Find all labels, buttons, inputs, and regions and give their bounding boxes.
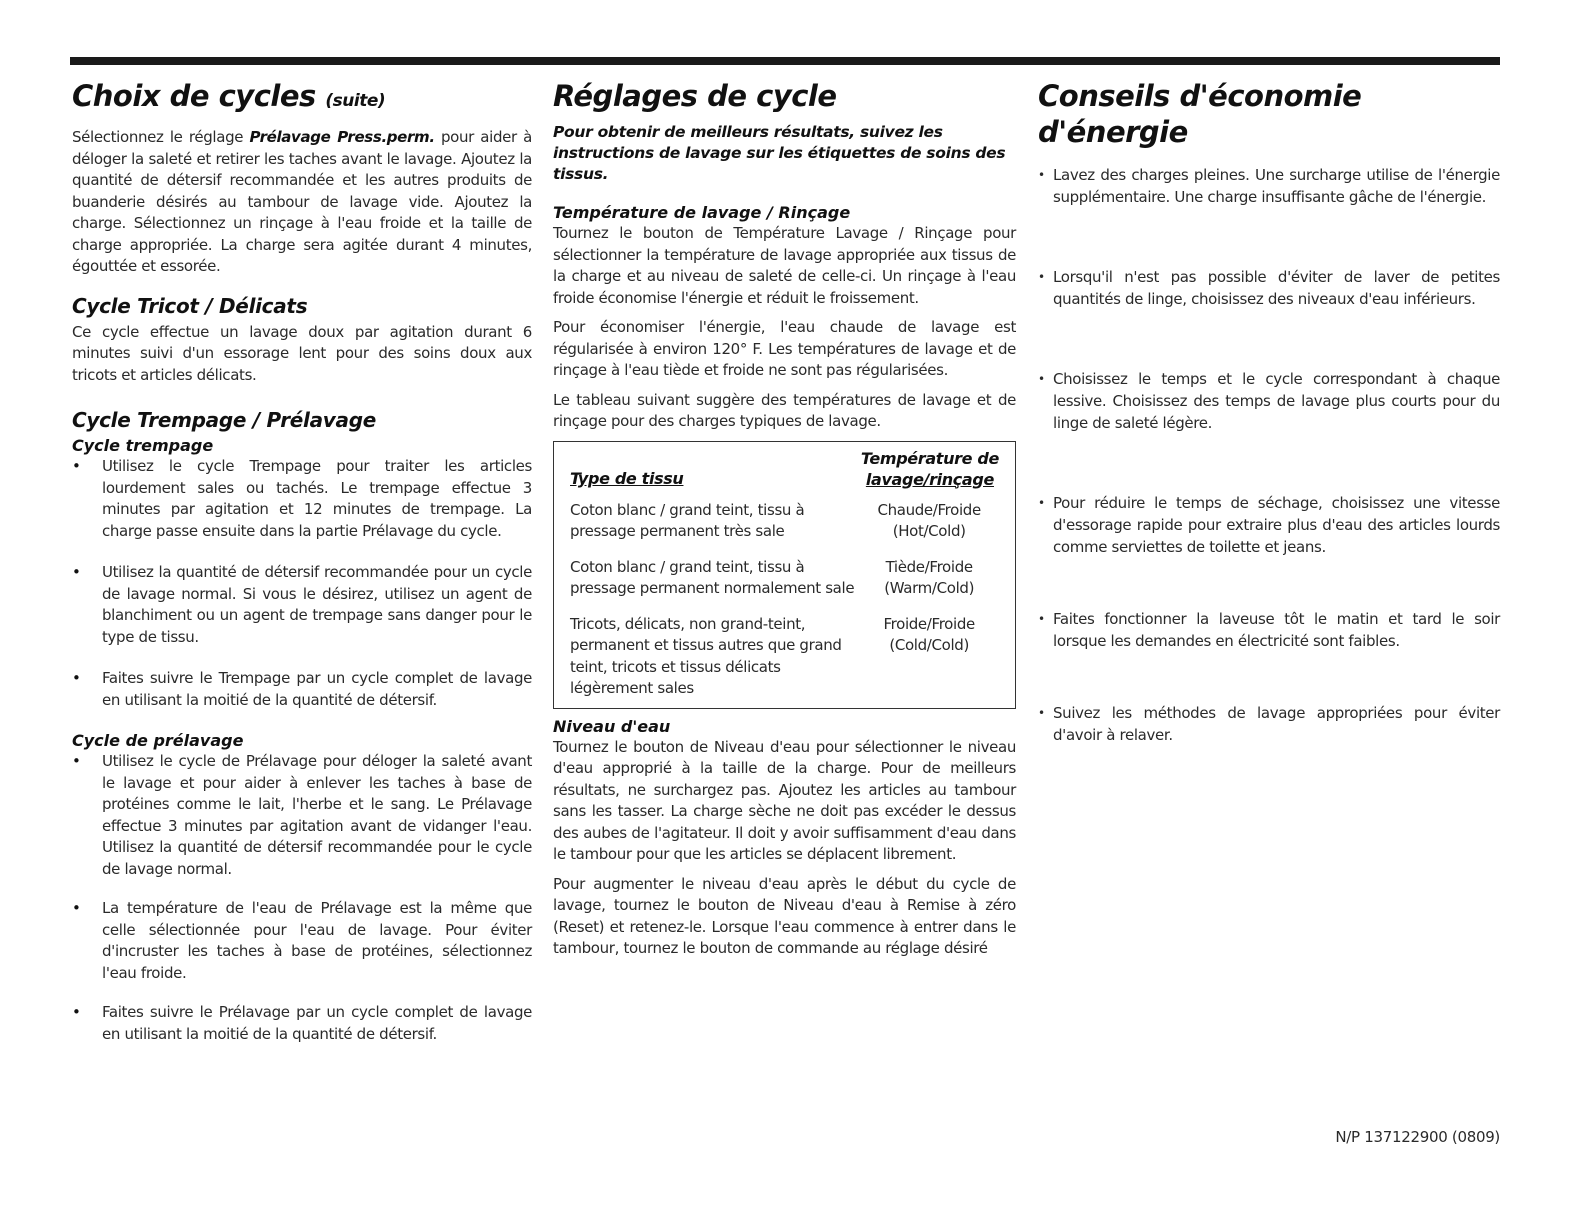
list-item: • Utilisez la quantité de détersif recommandée pour un cycle de lavage normal. Si vous le désirez, utilisez un agent de blanchiment ou un agent de trempage sans danger pour le type de tissu.	[72, 562, 532, 648]
list-item: • Lorsqu'il n'est pas possible d'éviter de laver de petites quantités de linge, choisissez des niveaux d'eau inférieurs.	[1038, 266, 1500, 310]
header-temperature	[861, 448, 999, 490]
cell-fabric: Tricots, délicats, non grand-teint, permanent et tissus autres que grand teint, tricots et tissus délicats légèrement sales	[570, 614, 842, 697]
list-item: • La température de l'eau de Prélavage est la même que celle sélectionnée pour l'eau de lavage. Pour éviter d'incruster les taches à base de protéines, sélectionnez l'eau froide.	[72, 898, 532, 984]
temperature-paragraph-1: Tournez le bouton de Température Lavage / Rinçage pour sélectionner la température de lavage appropriée aux tissus de la charge et au niveau de saleté de celle-ci. Un rinçage à l'eau froide économise l'énergie et réduit le froissement.	[553, 224, 1016, 307]
niveau-paragraph-1: Tournez le bouton de Niveau d'eau pour sélectionner le niveau d'eau approprié à la taille de la charge. Pour de meilleurs résultats, ne surchargez pas. Ajoutez les articles au tambour sans les tasser. La charge sèche ne doit pas excéder le dessus des aubes de l'agitateur. Il doit y avoir suffisamment d'eau dans le tambour pour que les articles se déplacent librement.	[553, 737, 1016, 863]
temp-en: (Warm/Cold)	[884, 579, 975, 597]
table-header	[570, 448, 999, 490]
prelavage-list	[72, 751, 532, 1045]
temp-fr: Chaude/Froide	[877, 500, 981, 519]
list-item: • Utilisez le cycle Trempage pour traiter les articles lourdement sales ou tachés. Le trempage effectue 3 minutes par agitation et 12 minutes de trempage. La charge passe ensuite dans la partie Prélavage du cycle.	[72, 456, 532, 542]
subheading-trempage: Cycle trempage	[72, 436, 214, 455]
list-item: • Lavez des charges pleines. Une surcharge utilise de l'énergie supplémentaire. Une charge insuffisante gâche de l'énergie.	[1038, 164, 1500, 208]
subheading-niveau: Niveau d'eau	[553, 716, 671, 736]
cell-fabric: Coton blanc / grand teint, tissu à pressage permanent normalement sale	[570, 557, 855, 597]
heading-tricot: Cycle Tricot / Délicats	[72, 293, 308, 318]
cell-fabric: Coton blanc / grand teint, tissu à pressage permanent très sale	[570, 500, 805, 540]
temp-en: (Cold/Cold)	[889, 636, 969, 654]
subheading-prelavage: Cycle de prélavage	[72, 731, 244, 750]
list-item: • Faites suivre le Prélavage par un cycle complet de lavage en utilisant la moitié de la quantité de détersif.	[72, 1002, 532, 1045]
intro-bold: Prélavage Press.perm.	[249, 128, 435, 146]
tricot-paragraph: Ce cycle effectue un lavage doux par agitation durant 6 minutes suivi d'un essorage lent pour des soins doux aux tricots et articles délicats.	[72, 322, 532, 384]
intro-post: pour aider à déloger la saleté et retirer les taches avant le lavage. Ajoutez la quantité de détersif recommandée et les autres produits de buanderie désirés au tambour de lavage vide. Ajoutez la charge. Sélectionnez un rinçage à l'eau froide et la taille de charge appropriée. La charge sera agitée durant 4 minutes, égouttée et essorée.	[72, 128, 532, 275]
list-item: • Faites suivre le Trempage par un cycle complet de lavage en utilisant la moitié de la quantité de détersif.	[72, 668, 532, 711]
cell-temp	[859, 500, 999, 543]
section-title-reglages: Réglages de cycle	[553, 79, 837, 113]
header-temp-line2: lavage/rinçage	[865, 469, 994, 489]
title-text: Choix de cycles	[72, 79, 316, 113]
cell-temp	[859, 557, 999, 600]
cell-temp	[859, 614, 999, 700]
top-rule	[70, 57, 1500, 65]
niveau-paragraph-2: Pour augmenter le niveau d'eau après le début du cycle de lavage, tournez le bouton de Niveau d'eau à Remise à zéro (Reset) et retenez-le. Lorsque l'eau commence à entrer dans le tambour, tournez le bouton de commande au réglage désiré	[553, 874, 1016, 957]
column-cycle-settings	[553, 78, 1016, 968]
trempage-list	[72, 456, 532, 711]
intro-paragraph	[72, 127, 532, 278]
intro-pre: Sélectionnez le réglage	[72, 128, 250, 146]
column-energy-tips	[1038, 78, 1500, 746]
lead-paragraph: Pour obtenir de meilleurs résultats, suivez les instructions de lavage sur les étiquettes de soins des tissus.	[553, 123, 1006, 183]
temp-en: (Hot/Cold)	[892, 522, 966, 540]
list-item: • Faites fonctionner la laveuse tôt le matin et tard le soir lorsque les demandes en électricité sont faibles.	[1038, 608, 1500, 652]
list-item: • Choisissez le temps et le cycle correspondant à chaque lessive. Choisissez des temps de lavage plus courts pour du linge de saleté légère.	[1038, 368, 1500, 434]
part-number: N/P 137122900 (0809)	[1335, 1128, 1500, 1146]
header-fabric: Type de tissu	[570, 469, 684, 488]
temperature-table	[553, 441, 1016, 709]
temp-fr: Froide/Froide	[883, 614, 975, 633]
header-temp-line1: Température de	[860, 448, 999, 468]
table-row	[570, 557, 999, 600]
table-row	[570, 500, 999, 543]
subheading-temperature: Température de lavage / Rinçage	[553, 203, 851, 222]
list-item: • Pour réduire le temps de séchage, choisissez une vitesse d'essorage rapide pour extraire plus d'eau des articles lourds comme serviettes de toilette et jeans.	[1038, 492, 1500, 558]
title-suffix: (suite)	[325, 91, 386, 111]
list-item: • Suivez les méthodes de lavage appropriées pour éviter d'avoir à relaver.	[1038, 702, 1500, 746]
column-cycle-choice	[72, 78, 532, 1063]
temperature-paragraph-2: Pour économiser l'énergie, l'eau chaude de lavage est régularisée à environ 120° F. Les températures de lavage et de rinçage à l'eau tiède et froide ne sont pas régularisées.	[553, 318, 1016, 379]
table-row	[570, 614, 999, 700]
section-title-conseils: Conseils d'économie d'énergie	[1038, 79, 1362, 149]
temperature-paragraph-3: Le tableau suivant suggère des températures de lavage et de rinçage pour des charges typiques de lavage.	[553, 390, 1016, 430]
heading-trempage: Cycle Trempage / Prélavage	[72, 408, 377, 432]
list-item: • Utilisez le cycle de Prélavage pour déloger la saleté avant le lavage et pour aider à enlever les taches à base de protéines comme le lait, l'herbe et le sang. Le Prélavage effectue 3 minutes par agitation avant de vidanger l'eau. Utilisez la quantité de détersif recommandée pour le cycle de lavage normal.	[72, 751, 532, 880]
section-title-choix	[72, 78, 532, 119]
energy-tips-list	[1038, 164, 1500, 746]
temp-fr: Tiède/Froide	[885, 557, 973, 576]
